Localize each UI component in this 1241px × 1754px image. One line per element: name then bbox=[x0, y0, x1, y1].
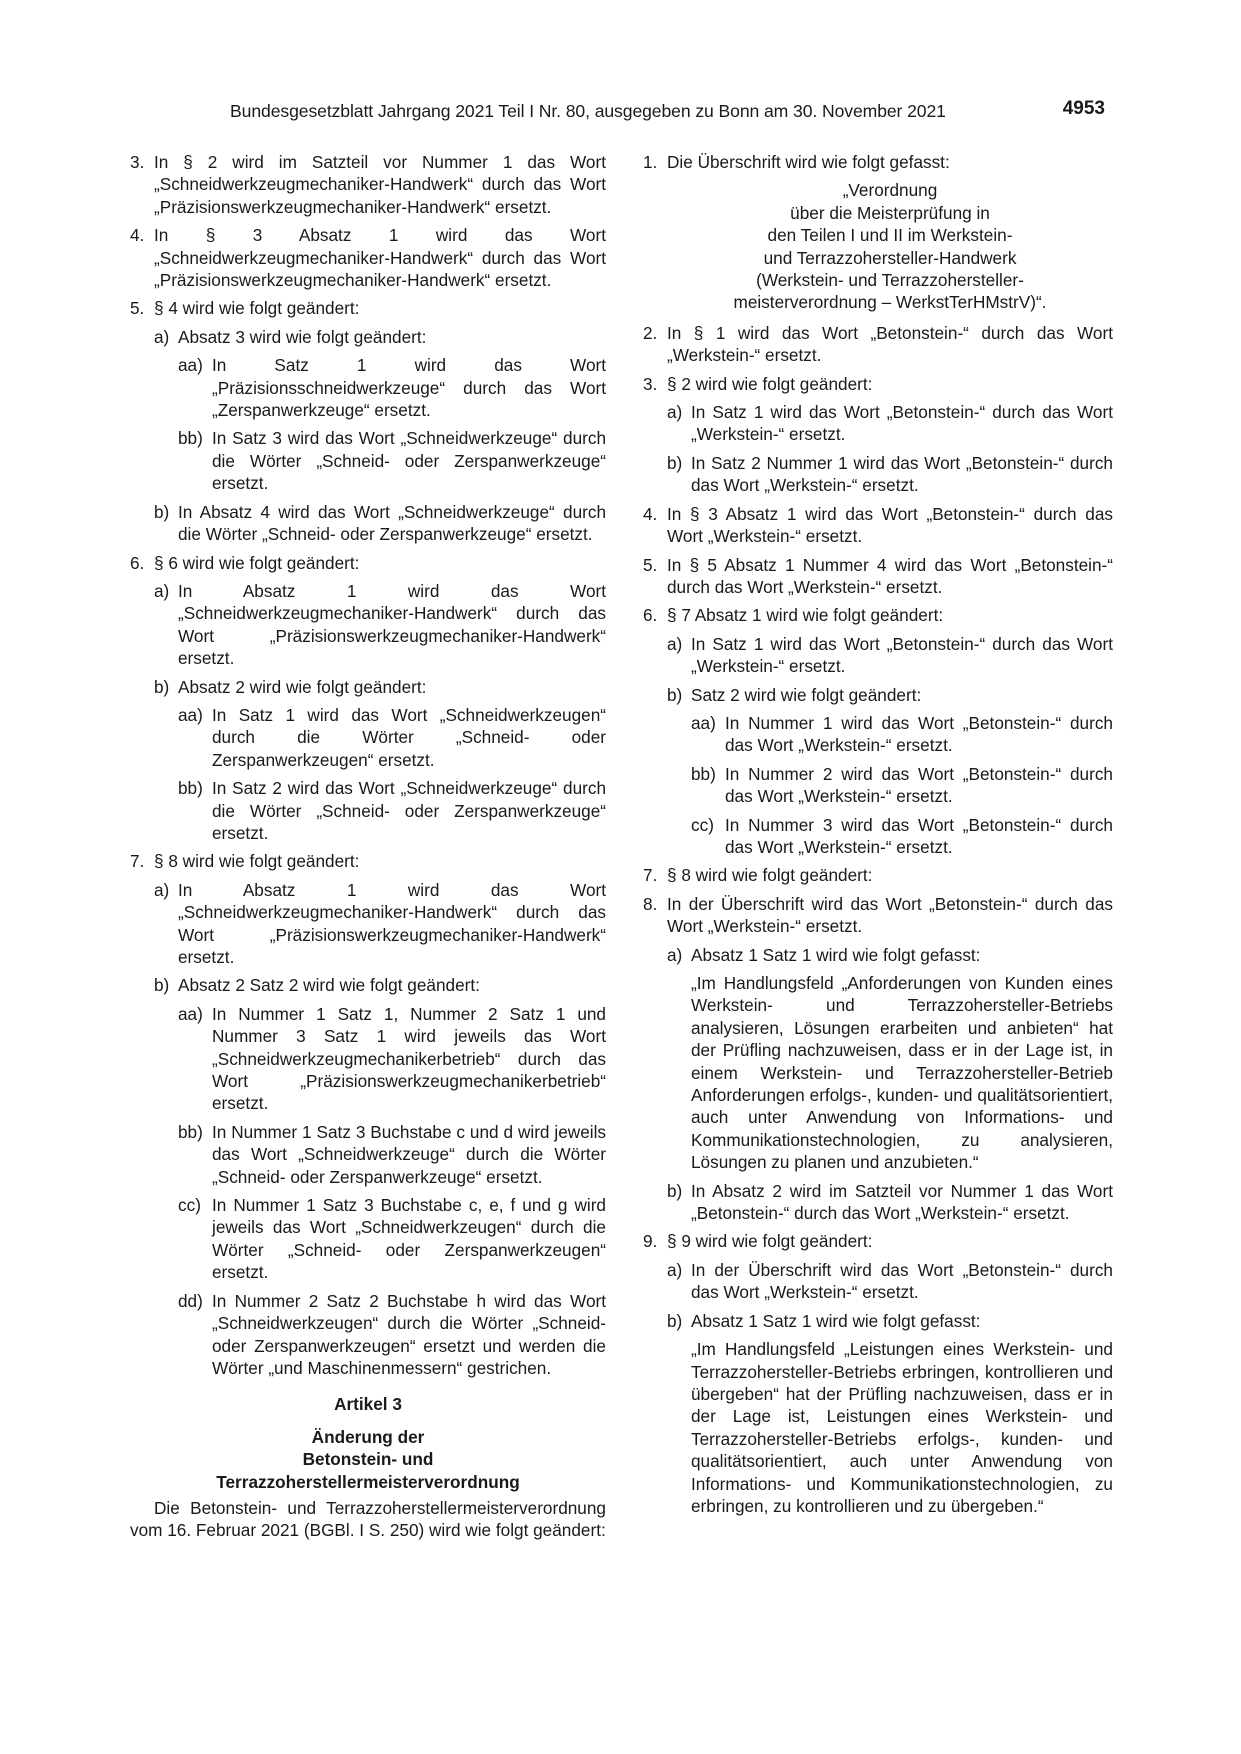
list-item bbox=[130, 151, 606, 218]
list-item bbox=[178, 777, 606, 844]
item-number: cc) bbox=[178, 1195, 201, 1216]
title-line: „Verordnung bbox=[842, 180, 938, 201]
item-number: b) bbox=[154, 676, 170, 697]
item-number: 1. bbox=[643, 152, 658, 172]
item-number: 4. bbox=[643, 503, 658, 524]
list-item bbox=[154, 879, 606, 969]
new-title-block bbox=[667, 179, 1113, 313]
right-item-list bbox=[643, 1180, 1113, 1332]
item-text: Absatz 1 Satz 1 wird wie folgt gefasst: bbox=[691, 1310, 981, 1331]
item-number: b) bbox=[667, 452, 683, 473]
item-number: 3. bbox=[130, 152, 145, 172]
title-line: über die Meisterprüfung in bbox=[790, 202, 990, 223]
item-text: In Nummer 1 wird das Wort „Betonstein-“ durch das Wort „Werkstein-“ ersetzt. bbox=[725, 712, 1113, 756]
list-item bbox=[643, 373, 1113, 395]
right-column bbox=[643, 151, 1113, 1523]
list-item bbox=[178, 1003, 606, 1115]
item-text: Absatz 2 Satz 2 wird wie folgt geändert: bbox=[178, 975, 480, 996]
item-number: b) bbox=[667, 684, 683, 705]
article-title: Artikel 3 bbox=[334, 1394, 402, 1415]
list-item bbox=[154, 974, 606, 996]
item-text: In Satz 1 wird das Wort „Betonstein-“ durch das Wort „Werkstein-“ ersetzt. bbox=[691, 402, 1113, 445]
item-number: a) bbox=[154, 326, 170, 347]
article-subtitle-line: Änderung der bbox=[311, 1426, 425, 1447]
list-item bbox=[643, 864, 1113, 886]
left-column bbox=[130, 151, 606, 1542]
item-text: In Absatz 4 wird das Wort „Schneidwerkzeuge“ durch die Wörter „Schneid- oder Zerspanwerkzeuge“ ersetzt. bbox=[178, 501, 606, 545]
item-number: 5. bbox=[643, 554, 658, 575]
item-text: In § 1 wird das Wort „Betonstein-“ durch das Wort „Werkstein-“ ersetzt. bbox=[667, 322, 1113, 366]
item-number: b) bbox=[667, 1310, 683, 1331]
article-intro: Die Betonstein- und Terrazzoherstellermeisterverordnung vom 16. Februar 2021 (BGBl. I S. 250) wird wie folgt geändert: bbox=[130, 1497, 606, 1541]
quoted-text: „Im Handlungsfeld „Anforderungen von Kunden eines Werkstein- und Terrazzohersteller-Betriebs analysieren, Lösungen erarbeiten und anbieten“ hat der Prüfling nachzuweisen, dass er in der Lage ist, in einem Werkstein- und Terrazzohersteller-Betrieb Anforderungen erfolgs-, kunden- und qualitätsorientiert, auch unter Anwendung von Informations- und Kommunikationstechnologien, zu analysieren, Lösungen zu planen und anzubieten.“ bbox=[691, 973, 1113, 1173]
item-number: 7. bbox=[643, 865, 658, 886]
list-item bbox=[691, 814, 1113, 859]
item-text: In § 5 Absatz 1 Nummer 4 wird das Wort „Betonstein-“ durch das Wort „Werkstein-“ ersetzt. bbox=[667, 554, 1113, 597]
item-number: 4. bbox=[130, 225, 145, 246]
item-text: In Nummer 2 Satz 2 Buchstabe h wird das Wort „Schneidwerkzeugen“ durch die Wörter „Schneid- oder Zerspanwerkzeugen“ ersetzt und werden die Wörter „und Maschinenmessern“ gestrichen. bbox=[212, 1290, 606, 1378]
list-item bbox=[667, 452, 1113, 497]
title-line: (Werkstein- und Terrazzohersteller- bbox=[756, 270, 1024, 291]
item-text: § 7 Absatz 1 wird wie folgt geändert: bbox=[667, 605, 944, 626]
item-text: In Satz 2 Nummer 1 wird das Wort „Betonstein-“ durch das Wort „Werkstein-“ ersetzt. bbox=[691, 452, 1113, 496]
list-item bbox=[154, 580, 606, 670]
item-text: In Satz 3 wird das Wort „Schneidwerkzeuge“ durch die Wörter „Schneid- oder Zerspanwerkzeuge“ ersetzt. bbox=[212, 428, 606, 494]
list-item bbox=[643, 503, 1113, 548]
title-line: meisterverordnung – WerkstTerHMstrV)“. bbox=[733, 292, 1047, 313]
item-number: b) bbox=[154, 501, 170, 522]
item-number: 7. bbox=[130, 851, 145, 872]
item-number: aa) bbox=[178, 704, 203, 725]
item-number: a) bbox=[154, 580, 170, 601]
item-text: Absatz 2 wird wie folgt geändert: bbox=[178, 676, 427, 697]
item-text: In Nummer 2 wird das Wort „Betonstein-“ durch das Wort „Werkstein-“ ersetzt. bbox=[725, 763, 1113, 807]
page-number: 4953 bbox=[1062, 98, 1105, 119]
item-number: 6. bbox=[130, 552, 145, 573]
item-number: 9. bbox=[643, 1231, 658, 1252]
list-item bbox=[130, 850, 606, 872]
item-text: In § 3 Absatz 1 wird das Wort „Betonstein-“ durch das Wort „Werkstein-“ ersetzt. bbox=[667, 503, 1113, 547]
list-item bbox=[667, 401, 1113, 446]
item-text: Absatz 1 Satz 1 wird wie folgt gefasst: bbox=[691, 944, 981, 965]
item-text: § 8 wird wie folgt geändert: bbox=[667, 865, 873, 886]
running-header: Bundesgesetzblatt Jahrgang 2021 Teil I Nr. 80, ausgegeben zu Bonn am 30. November 2021 bbox=[230, 101, 946, 121]
list-item bbox=[643, 1230, 1113, 1252]
right-item-list bbox=[643, 322, 1113, 966]
list-item bbox=[178, 1194, 606, 1284]
list-item bbox=[154, 501, 606, 546]
item-text: Die Überschrift wird wie folgt gefasst: bbox=[667, 152, 950, 172]
item-number: a) bbox=[667, 1259, 683, 1280]
quoted-text: „Im Handlungsfeld „Leistungen eines Werkstein- und Terrazzohersteller-Betriebs erbringen, kontrollieren und übergeben“ hat der Prüfling nachzuweisen, dass er in der Lage ist, Leistungen eines Werkstein- und Terrazzohersteller-Betriebs erfolgs-, kunden- und qualitätsorientiert, auch unter Anwendung von Informations- und Kommunikationstechnologien, zu erbringen, zu kontrollieren und zu übergeben.“ bbox=[691, 1339, 1113, 1516]
item-number: 3. bbox=[643, 373, 658, 394]
list-item bbox=[643, 322, 1113, 367]
list-item bbox=[643, 604, 1113, 626]
item-number: 6. bbox=[643, 605, 658, 626]
item-text: In Satz 1 wird das Wort „Schneidwerkzeugen“ durch die Wörter „Schneid- oder Zerspanwerkzeugen“ ersetzt. bbox=[212, 704, 606, 770]
list-item bbox=[667, 1310, 1113, 1332]
item-text: In § 2 wird im Satzteil vor Nummer 1 das Wort „Schneidwerkzeugmechaniker-Handwerk“ durch das Wort „Präzisionswerkzeugmechaniker-Handwerk“ ersetzt. bbox=[154, 152, 606, 217]
item-number: bb) bbox=[178, 1121, 203, 1142]
item-number: dd) bbox=[178, 1290, 203, 1311]
list-item bbox=[667, 1259, 1113, 1304]
list-item bbox=[667, 944, 1113, 966]
item-text: In Nummer 1 Satz 3 Buchstabe c und d wird jeweils das Wort „Schneidwerkzeuge“ durch die Wörter „Schneid- oder Zerspanwerkzeuge“ ersetzt. bbox=[212, 1121, 606, 1187]
item-number: 5. bbox=[130, 298, 145, 319]
list-item bbox=[178, 704, 606, 771]
list-item bbox=[130, 552, 606, 574]
article-subtitle-line: Terrazzoherstellermeisterverordnung bbox=[216, 1471, 520, 1492]
list-item bbox=[178, 354, 606, 421]
list-item bbox=[667, 684, 1113, 706]
list-item bbox=[130, 297, 606, 319]
list-item bbox=[130, 224, 606, 291]
item-text: In Nummer 1 Satz 3 Buchstabe c, e, f und g wird jeweils das Wort „Schneidwerkzeugen“ durch die Wörter „Schneid- oder Zerspanwerkzeugen“ ersetzt. bbox=[212, 1195, 606, 1283]
item-text: § 8 wird wie folgt geändert: bbox=[154, 851, 360, 872]
item-text: In Nummer 1 Satz 1, Nummer 2 Satz 1 und Nummer 3 Satz 1 wird jeweils das Wort „Schneidwerkzeugmechanikerbetrieb“ durch das Wort „Präzisionswerkzeugmechanikerbetrieb“ ersetzt. bbox=[212, 1003, 606, 1114]
item-text: In Absatz 1 wird das Wort „Schneidwerkzeugmechaniker-Handwerk“ durch das Wort „Präzisionswerkzeugmechaniker-Handwerk“ ersetzt. bbox=[178, 879, 606, 967]
item-number: bb) bbox=[178, 428, 203, 449]
left-item-list bbox=[130, 151, 606, 1379]
title-line: den Teilen I und II im Werkstein- bbox=[767, 225, 1013, 246]
list-item bbox=[643, 151, 1113, 173]
item-number: bb) bbox=[691, 763, 716, 784]
item-text: Absatz 3 wird wie folgt geändert: bbox=[178, 326, 427, 347]
item-number: a) bbox=[667, 402, 683, 423]
item-text: Satz 2 wird wie folgt geändert: bbox=[691, 684, 922, 705]
item-number: a) bbox=[154, 879, 170, 900]
item-number: b) bbox=[667, 1180, 683, 1201]
item-text: In der Überschrift wird das Wort „Betonstein-“ durch das Wort „Werkstein-“ ersetzt. bbox=[691, 1259, 1113, 1303]
item-text: In Nummer 3 wird das Wort „Betonstein-“ durch das Wort „Werkstein-“ ersetzt. bbox=[725, 814, 1113, 857]
item-number: cc) bbox=[691, 814, 714, 835]
item-text: In Satz 2 wird das Wort „Schneidwerkzeuge“ durch die Wörter „Schneid- oder Zerspanwerkzeuge“ ersetzt. bbox=[212, 778, 606, 843]
item-number: b) bbox=[154, 975, 170, 996]
item-number: 2. bbox=[643, 322, 658, 343]
list-item bbox=[643, 554, 1113, 599]
item-number: 8. bbox=[643, 893, 658, 914]
list-item bbox=[154, 676, 606, 698]
item-number: bb) bbox=[178, 778, 203, 799]
item-number: aa) bbox=[178, 1003, 203, 1024]
list-item bbox=[643, 893, 1113, 938]
item-text: In § 3 Absatz 1 wird das Wort „Schneidwerkzeugmechaniker-Handwerk“ durch das Wort „Präzisionswerkzeugmechaniker-Handwerk“ ersetzt. bbox=[154, 225, 606, 291]
item-number: a) bbox=[667, 633, 683, 654]
list-item bbox=[691, 712, 1113, 757]
list-item bbox=[154, 326, 606, 348]
list-item bbox=[178, 1290, 606, 1380]
item-text: In Absatz 2 wird im Satzteil vor Nummer 1 das Wort „Betonstein-“ durch das Wort „Werkstein-“ ersetzt. bbox=[691, 1180, 1113, 1224]
title-line: und Terrazzohersteller-Handwerk bbox=[763, 247, 1017, 268]
item-text: In Satz 1 wird das Wort „Präzisionsschneidwerkzeuge“ durch das Wort „Zerspanwerkzeuge“ ersetzt. bbox=[212, 355, 606, 421]
item-text: In Absatz 1 wird das Wort „Schneidwerkzeugmechaniker-Handwerk“ durch das Wort „Präzisionswerkzeugmechaniker-Handwerk“ ersetzt. bbox=[178, 580, 606, 669]
item-number: aa) bbox=[691, 712, 716, 733]
list-item bbox=[667, 633, 1113, 678]
list-item bbox=[691, 763, 1113, 808]
list-item bbox=[178, 1121, 606, 1188]
list-item bbox=[667, 1180, 1113, 1225]
item-text: In der Überschrift wird das Wort „Betonstein-“ durch das Wort „Werkstein-“ ersetzt. bbox=[667, 893, 1113, 937]
item-text: § 4 wird wie folgt geändert: bbox=[154, 298, 360, 319]
item-text: § 2 wird wie folgt geändert: bbox=[667, 373, 873, 394]
item-text: § 6 wird wie folgt geändert: bbox=[154, 552, 360, 573]
item-text: In Satz 1 wird das Wort „Betonstein-“ durch das Wort „Werkstein-“ ersetzt. bbox=[691, 633, 1113, 677]
item-number: a) bbox=[667, 944, 683, 965]
list-item bbox=[178, 427, 606, 494]
item-number: aa) bbox=[178, 355, 203, 376]
item-text: § 9 wird wie folgt geändert: bbox=[667, 1231, 873, 1252]
article-subtitle-line: Betonstein- und bbox=[302, 1449, 434, 1470]
